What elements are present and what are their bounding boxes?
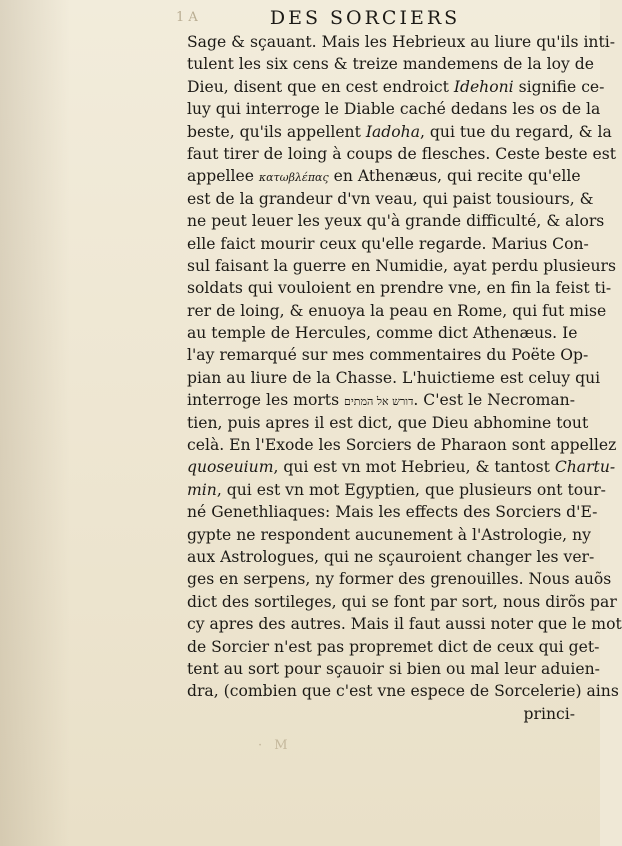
text-segment: est de la grandeur d'vn veau, qui paist tousiours, & [187, 189, 594, 208]
text-line [187, 367, 601, 389]
text-segment: aux Astrologues, qui ne sçauroient changer les ver- [187, 547, 595, 566]
text-line [187, 568, 612, 590]
hebrew-phrase: דורש אל המתים [344, 395, 414, 409]
text-segment: interroge les morts [187, 391, 345, 410]
text-line [187, 434, 617, 456]
text-segment: dra, (combien que c'est vne espece de Sorcelerie) ains [187, 682, 619, 701]
text-segment: au temple de Hercules, comme dict Athenæus. Ie [187, 324, 578, 343]
text-line [187, 233, 589, 255]
text-line [187, 322, 578, 344]
text-line [187, 591, 617, 613]
ghost-mark: 1 A [176, 10, 198, 25]
text-line [187, 479, 606, 501]
text-segment: celà. En l'Exode les Sorciers de Pharaon sont appellez [187, 436, 617, 455]
text-line [187, 143, 617, 165]
text-line [187, 412, 589, 434]
text-line [187, 210, 605, 232]
text-segment: beste, qu'ils appellent [187, 122, 366, 141]
text-line [187, 344, 589, 366]
text-segment: signifie ce- [513, 77, 605, 96]
text-segment: , qui est vn mot Hebrieu, & tantost [273, 458, 555, 477]
catchword: princi- [523, 704, 575, 723]
text-line [187, 53, 594, 75]
running-head: DES SORCIERS [269, 7, 461, 29]
bleed-through-mark: · M [258, 738, 292, 753]
text-segment: Sage & sçauant. Mais les Hebrieux au liure qu'ils inti- [187, 33, 615, 51]
text-line [187, 636, 600, 658]
text-line [187, 188, 594, 210]
text-line [187, 680, 619, 702]
greek-word: κατωβλέπας [258, 171, 329, 185]
italic-term: Iadoha [365, 122, 420, 141]
text-segment: soldats qui vouloient en prendre vne, en fin la feist ti- [187, 279, 612, 298]
text-segment: en Athenæus, qui recite qu'elle [328, 167, 581, 186]
text-segment: tien, puis apres il est dict, que Dieu abhomine tout [187, 413, 589, 432]
text-line [187, 658, 600, 680]
text-line [187, 255, 617, 277]
text-segment: cy apres des autres. Mais il faut aussi noter que le mot [187, 615, 622, 634]
text-line [187, 300, 607, 322]
text-segment: appellee [187, 167, 259, 186]
gutter-shadow [0, 0, 70, 846]
text-segment: né Genethliaques: Mais les effects des Sorciers d'E- [187, 503, 598, 522]
text-segment: dict des sortileges, qui se font par sort, nous dirõs par [187, 592, 617, 611]
text-segment: tent au sort pour sçauoir si bien ou mal leur aduien- [187, 659, 600, 678]
text-segment: ne peut leuer les yeux qu'à grande difficulté, & alors [187, 212, 605, 231]
text-segment: ges en serpens, ny former des grenouilles. Nous auõs [187, 570, 612, 589]
text-segment: pian au liure de la Chasse. L'huictieme est celuy qui [187, 368, 601, 387]
text-line [187, 121, 612, 143]
text-line [187, 524, 591, 546]
text-segment: faut tirer de loing à coups de flesches. Ceste beste est [187, 144, 617, 163]
text-segment: sul faisant la guerre en Numidie, ayat perdu plusieurs [187, 256, 617, 275]
text-line [187, 546, 595, 568]
text-segment: , qui est vn mot Egyptien, que plusieurs ont tour- [216, 480, 606, 499]
italic-term: quoseuium [187, 458, 274, 477]
text-segment: Dieu, disent que en cest endroict [187, 77, 454, 96]
text-segment: l'ay remarqué sur mes commentaires du Poëte Op- [187, 346, 589, 365]
page-header [0, 6, 600, 30]
italic-term: Chartu- [554, 458, 616, 477]
text-line [187, 31, 615, 53]
text-segment: . C'est le Necroman- [413, 391, 575, 410]
text-line [187, 501, 598, 523]
text-line [187, 165, 581, 187]
text-segment: , qui tue du regard, & la [420, 122, 612, 141]
text-segment: de Sorcier n'est pas propremet dict de ceux qui get- [187, 637, 600, 656]
text-line [187, 76, 605, 98]
italic-term: min [187, 480, 217, 499]
text-segment: tulent les six cens & treize mandemens de la loy de [187, 55, 594, 74]
text-block [187, 31, 622, 725]
text-line [187, 613, 622, 635]
text-line [187, 456, 616, 478]
text-segment: gypte ne respondent aucunement à l'Astrologie, ny [187, 525, 591, 544]
text-segment: luy qui interroge le Diable caché dedans les os de la [187, 100, 601, 119]
text-line [187, 98, 601, 120]
text-line [187, 277, 612, 299]
text-segment: elle faict mourir ceux qu'elle regarde. Marius Con- [187, 234, 589, 253]
text-line [187, 389, 575, 411]
italic-term: Idehoni [453, 77, 514, 96]
text-segment: rer de loing, & enuoya la peau en Rome, qui fut mise [187, 301, 607, 320]
